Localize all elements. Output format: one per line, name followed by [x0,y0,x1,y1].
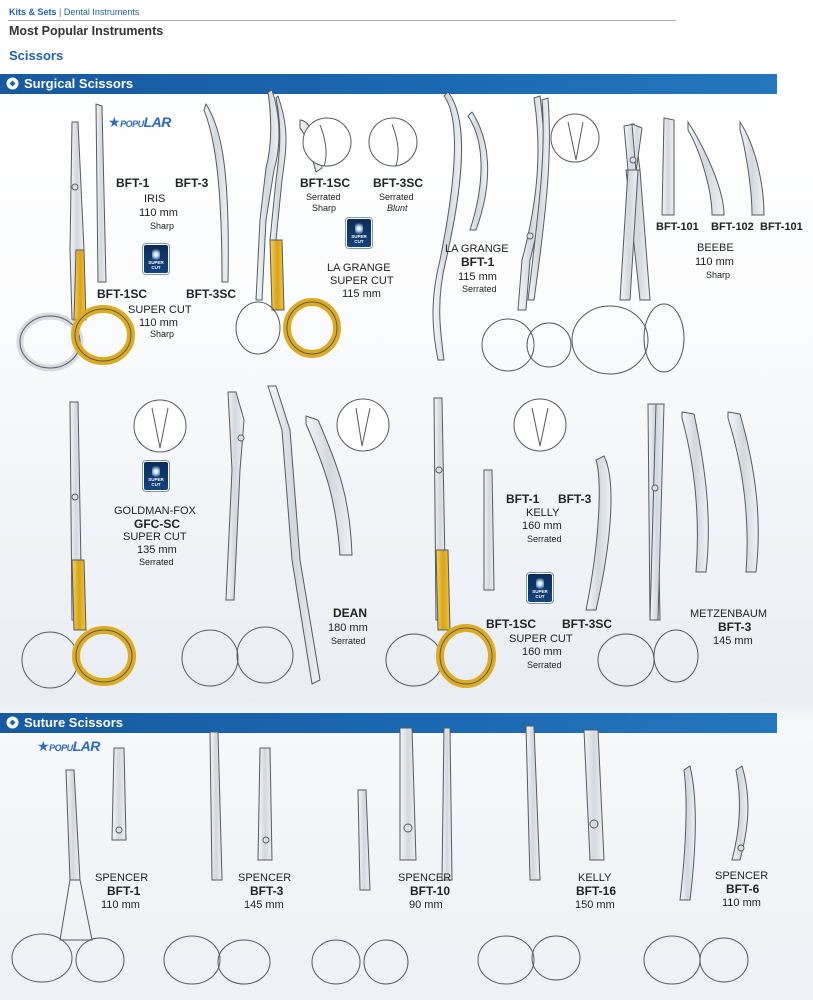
suture-5-code: BFT-6 [726,882,760,896]
lagrange-sc-edge-b: Serrated [379,192,414,202]
goldman-code: GFC-SC [134,517,180,531]
goldman-name2: SUPER CUT [123,531,187,543]
lagrange-sc-edge-a: Serrated [306,192,341,202]
kelly-edge2: Serrated [527,660,562,670]
lagrange-edge: Serrated [462,284,497,294]
iris-edge2: Sharp [150,329,175,339]
kelly-code-a: BFT-1 [506,492,540,506]
suture-3-size: 90 mm [409,899,443,911]
beebe-name: BEEBE [697,242,734,254]
supercut-badge: SUPER CUT [143,244,169,274]
lagrange-sc-sub-b: Blunt [387,203,408,213]
lagrange-code: BFT-1 [461,255,495,269]
section-title-surgical: Surgical Scissors [24,76,134,91]
kelly-supercut-scissors-illustration [386,398,611,686]
suture-2-name: SPENCER [238,872,292,884]
lagrange-sc-size: 115 mm [342,288,381,300]
suture-4-name: KELLY [578,872,612,884]
sparkle-icon [152,248,160,260]
metzenbaum-name: METZENBAUM [690,608,767,620]
suture-4-size: 150 mm [575,899,615,911]
supercut-badge: SUPER CUT [143,461,169,491]
goldman-edge: Serrated [139,557,174,567]
iris-code-b: BFT-3 [175,176,209,190]
lagrange-sc-sub-a: Sharp [312,203,337,213]
iris-size: 110 mm [139,207,178,219]
beebe-size: 110 mm [695,256,734,268]
lagrange-sc-name: LA GRANGE [327,262,391,274]
metzenbaum-size: 145 mm [713,635,753,647]
suture-5-size: 110 mm [722,897,761,909]
suture-1-size: 110 mm [101,899,140,911]
kelly-edge: Serrated [527,534,562,544]
page-subtitle: Scissors [9,48,64,63]
dean-name: DEAN [333,606,368,620]
iris-code-d: BFT-3SC [186,287,237,301]
suture-1-code: BFT-1 [107,884,141,898]
beebe-scissors-illustration [572,118,764,374]
iris-size2: 110 mm [139,317,178,329]
beebe-code-c: BFT-101 [760,221,803,233]
beebe-code-b: BFT-102 [711,221,754,233]
kelly-name: KELLY [526,507,560,519]
kelly-size2: 160 mm [522,646,562,658]
beebe-edge: Sharp [706,270,731,280]
suture-1-name: SPENCER [95,872,149,884]
page-title: Most Popular Instruments [9,24,164,38]
lagrange-sc-code-b: BFT-3SC [373,176,424,190]
kelly-code-b: BFT-3 [558,492,592,506]
metzenbaum-code: BFT-3 [718,620,752,634]
star-icon: ★ [108,114,121,130]
suture-4-code: BFT-16 [576,884,617,898]
breadcrumb-sub[interactable]: Dental Instruments [63,7,140,17]
suture-3-name: SPENCER [398,872,452,884]
supercut-badge: SUPER CUT [346,218,372,248]
beebe-code-a: BFT-101 [656,221,699,233]
iris-name2: SUPER CUT [128,304,192,316]
kelly-code-d: BFT-3SC [562,617,613,631]
star-icon: ★ [37,738,50,754]
sparkle-icon [536,577,544,589]
iris-code-c: BFT-1SC [97,287,148,301]
sparkle-icon [355,222,363,234]
goldman-name: GOLDMAN-FOX [114,505,196,517]
suture-5-name: SPENCER [715,870,769,882]
breadcrumb-separator: | [59,7,62,17]
goldman-size: 135 mm [137,544,177,556]
dean-edge: Serrated [331,636,366,646]
suture-scissors-illustrations [12,726,748,984]
lagrange-name: LA GRANGE [445,243,509,255]
kelly-code-c: BFT-1SC [486,617,537,631]
lagrange-sc-code-a: BFT-1SC [300,176,351,190]
lagrange-supercut-scissors-illustration [236,90,417,354]
lagrange-size: 115 mm [458,271,497,283]
iris-code-a: BFT-1 [116,176,150,190]
breadcrumb-main[interactable]: Kits & Sets [9,7,57,17]
suture-2-code: BFT-3 [250,884,284,898]
iris-edge: Sharp [150,221,175,231]
iris-name: IRIS [144,193,166,205]
suture-3-code: BFT-10 [410,884,451,898]
popular-badge: ★POPULAR [37,738,100,754]
iris-supercut-scissors-illustration [20,104,228,368]
kelly-size: 160 mm [522,520,562,532]
supercut-badge: SUPER CUT [527,573,553,603]
popular-badge: ★POPULAR [108,114,171,130]
suture-2-size: 145 mm [244,899,284,911]
kelly-name2: SUPER CUT [509,633,573,645]
sparkle-icon [152,465,160,477]
section-title-suture: Suture Scissors [24,715,123,730]
dean-size: 180 mm [328,622,368,634]
lagrange-sc-name2: SUPER CUT [330,275,394,287]
